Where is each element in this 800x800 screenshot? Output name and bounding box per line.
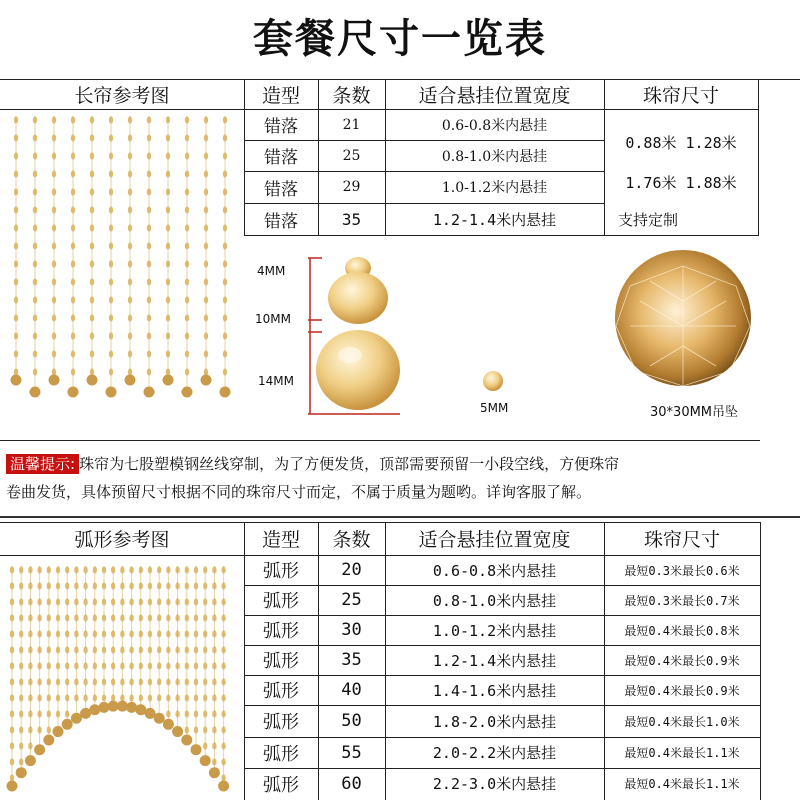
small-bead-image: [478, 368, 508, 394]
notice-top-rule: [0, 440, 760, 441]
arc-row-size: 最短0.3米最长0.7米: [624, 593, 740, 608]
arc-row-shape: 弧形: [263, 681, 299, 702]
arc-row-shape: 弧形: [263, 591, 299, 612]
long-header-shape: 造型: [261, 84, 300, 107]
long-size-custom: 支持定制: [618, 210, 679, 229]
arc-row-shape: 弧形: [263, 561, 299, 582]
long-row-count: 25: [342, 147, 361, 164]
bead-label-4mm: 4MM: [257, 264, 286, 278]
arc-row-size: 最短0.4米最长1.1米: [624, 777, 740, 791]
arc-row-width: 0.8-1.0米内悬挂: [432, 591, 557, 610]
arc-header-count: 条数: [332, 529, 371, 551]
arc-row-width: 1.4-1.6米内悬挂: [432, 681, 557, 700]
long-row-shape: 错落: [264, 211, 298, 232]
arc-row-count: 55: [341, 742, 362, 763]
bead-label-14mm: 14MM: [258, 374, 294, 388]
arc-row-size: 最短0.4米最长0.9米: [624, 683, 740, 698]
arc-row-size: 最短0.4米最长1.0米: [624, 714, 740, 729]
arc-row-width: 2.0-2.2米内悬挂: [432, 744, 557, 762]
arc-row-size: 最短0.3米最长0.6米: [624, 563, 740, 578]
arc-col-rule: [760, 522, 761, 800]
long-ref-label: 长帘参考图: [74, 84, 170, 107]
long-row-count: 29: [342, 179, 361, 195]
notice-tag: 温馨提示:: [6, 454, 79, 474]
arc-header-width: 适合悬挂位置宽度: [418, 529, 571, 551]
long-col-rule: [758, 79, 759, 235]
notice-line1: [6, 451, 619, 477]
arc-header-size: 珠帘尺寸: [643, 529, 720, 551]
notice-text-1: 珠帘为七股塑模钢丝线穿制，为了方便发货，顶部需要预留一小段空线，方便珠帘: [79, 455, 620, 473]
arc-header-shape: 造型: [261, 529, 300, 551]
page-title: 套餐尺寸一览表: [253, 16, 547, 62]
arc-row-count: 30: [341, 620, 362, 640]
long-row-shape: 错落: [264, 117, 298, 137]
pendant-label: 30*30MM吊坠: [650, 405, 739, 420]
long-row-count: 35: [341, 209, 362, 229]
long-row-rule: [244, 235, 759, 236]
arc-row-width: 1.0-1.2米内悬挂: [432, 621, 557, 640]
bead-label-10mm: 10MM: [255, 312, 291, 326]
long-row-shape: 错落: [264, 148, 298, 168]
arc-row-count: 60: [341, 773, 362, 794]
arc-row-shape: 弧形: [263, 743, 299, 765]
arc-row-shape: 弧形: [263, 621, 299, 642]
long-row-width: 1.0-1.2米内悬挂: [441, 180, 548, 196]
arc-curtain-image: [0, 556, 244, 800]
arc-row-width: 1.8-2.0米内悬挂: [432, 712, 557, 731]
arc-row-count: 25: [341, 590, 362, 610]
arc-row-shape: 弧形: [263, 651, 299, 672]
notice-bottom-rule: [0, 516, 800, 518]
arc-row-size: 最短0.4米最长0.9米: [624, 653, 740, 668]
long-header-count: 条数: [332, 84, 371, 107]
arc-row-width: 0.6-0.8米内悬挂: [432, 561, 557, 580]
long-curtain-image: [6, 112, 242, 402]
arc-row-shape: 弧形: [263, 712, 299, 733]
long-header-size: 珠帘尺寸: [642, 84, 719, 107]
arc-row-count: 20: [341, 560, 362, 580]
long-row-shape: 错落: [264, 179, 298, 200]
arc-row-shape: 弧形: [263, 774, 299, 796]
long-row-count: 21: [342, 116, 361, 133]
arc-row-size: 最短0.4米最长1.1米: [624, 746, 740, 760]
long-row-width: 1.2-1.4米内悬挂: [432, 210, 557, 229]
long-header-width: 适合悬挂位置宽度: [418, 84, 571, 107]
arc-row-width: 1.2-1.4米内悬挂: [432, 651, 557, 670]
arc-ref-label: 弧形参考图: [74, 529, 170, 551]
long-size-line2: 1.76米 1.88米: [625, 173, 737, 192]
arc-row-count: 35: [341, 650, 362, 670]
arc-row-count: 40: [341, 680, 362, 700]
notice-line2: 卷曲发货，具体预留尺寸根据不同的珠帘尺寸而定，不属于质量为题哟。详询客服了解。: [6, 483, 592, 501]
arc-row-count: 50: [341, 711, 362, 731]
long-row-width: 0.6-0.8米内悬挂: [441, 117, 548, 134]
arc-row-size: 最短0.4米最长0.8米: [624, 623, 740, 638]
crystal-pendant-image: [610, 246, 756, 396]
long-size-line1: 0.88米 1.28米: [625, 133, 737, 152]
bead-label-5mm: 5MM: [480, 401, 509, 415]
arc-row-width: 2.2-3.0米内悬挂: [432, 775, 557, 793]
long-row-width: 0.8-1.0米内悬挂: [441, 148, 548, 165]
